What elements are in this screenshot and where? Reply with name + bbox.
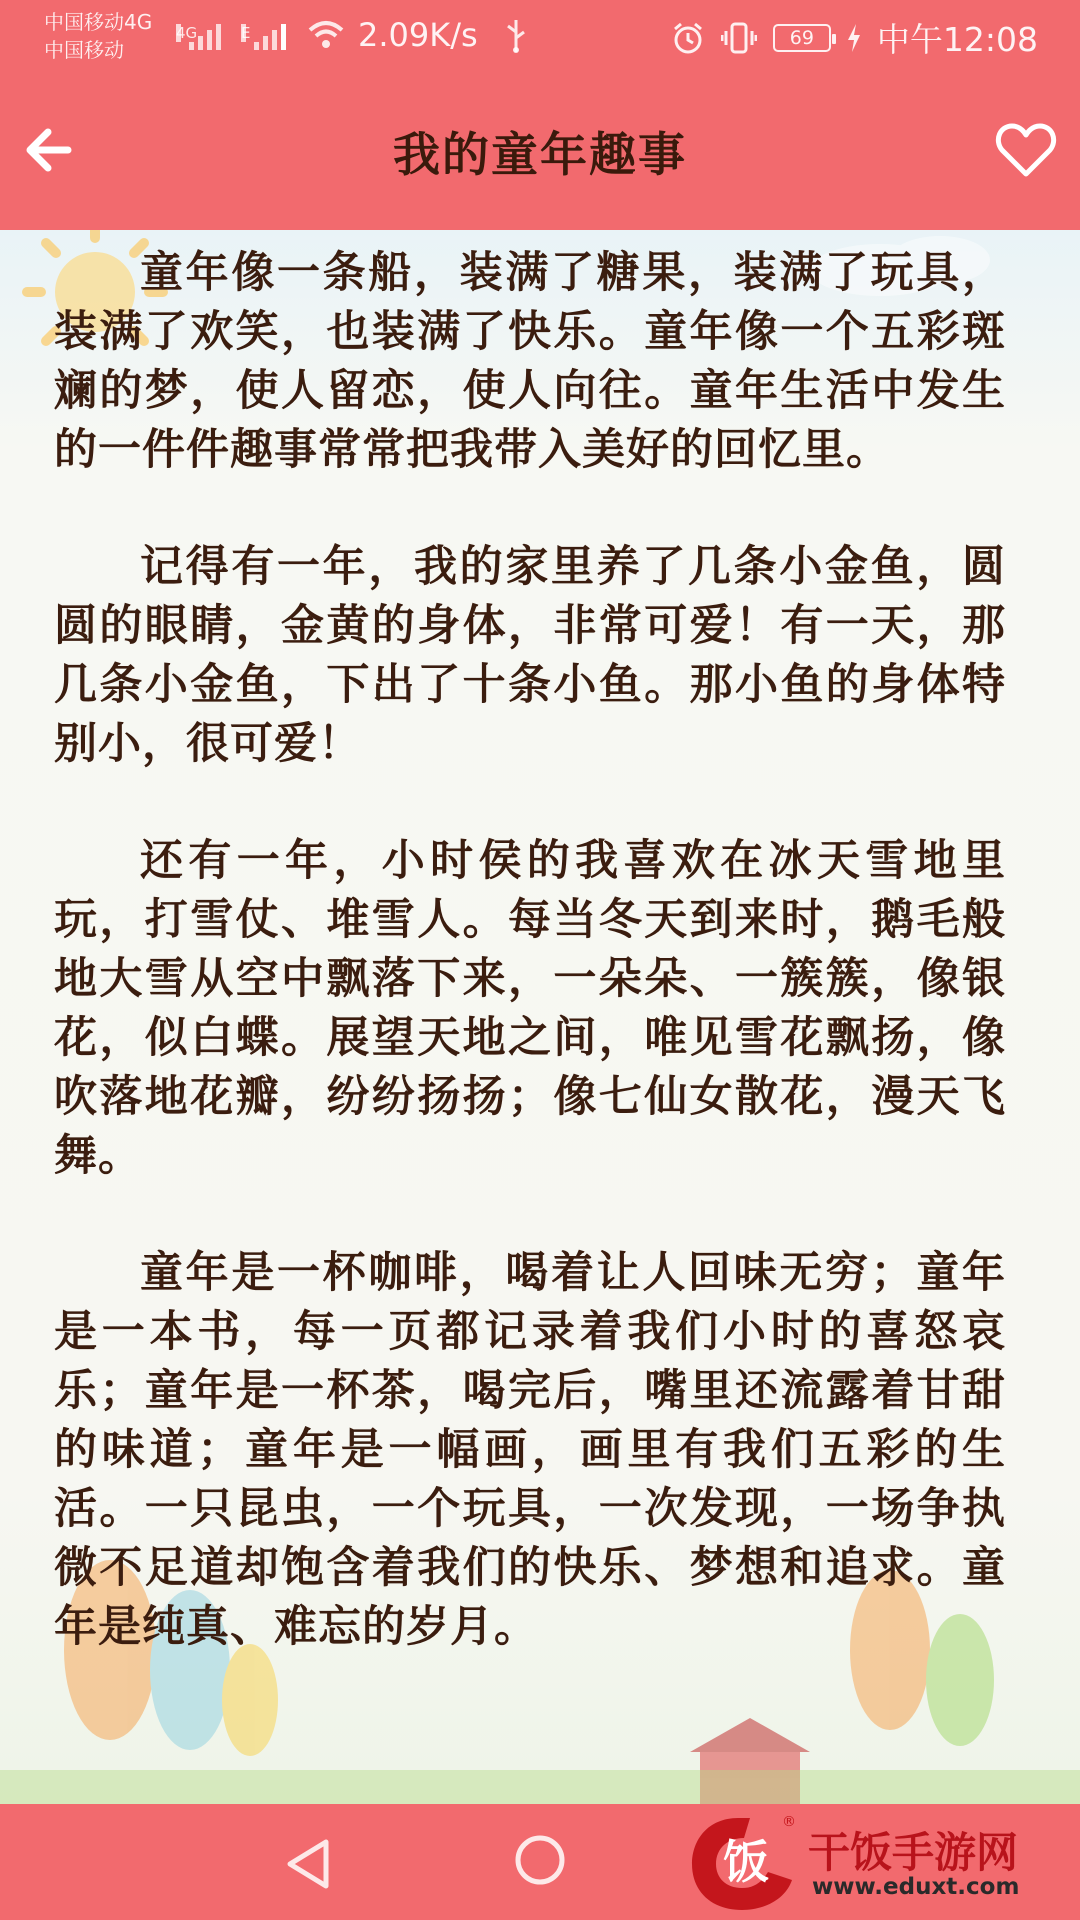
page-title: 我的童年趣事 [393,128,687,183]
system-nav-bar [0,1804,1080,1920]
article-scroll-area[interactable] [0,230,1080,1804]
signal-strength-icon-2 [241,24,286,50]
watermark-url: www.eduxt.com [812,1874,1020,1900]
nav-back-button[interactable] [280,1836,340,1892]
alarm-icon [671,21,705,55]
grass [0,1770,1080,1804]
watermark-name: 干饭手游网 [808,1828,1019,1877]
vibrate-icon [721,21,757,55]
favorite-button[interactable] [994,118,1058,182]
circle-home-icon [518,1838,562,1882]
watermark-registered: ® [782,1814,796,1830]
app-bar [0,76,1080,230]
article-paragraph-2: 记得有一年，我的家里养了几条小金鱼，圆圆的眼睛，金黄的身体，非常可爱！有一天，那几条小金鱼，下出了十条小鱼。那小鱼的身体特别小，很可爱！ [54,542,1006,769]
net-speed: 2.09K/s [358,16,478,54]
watermark-logo [688,1810,1068,1914]
battery-level: 69 [789,26,814,49]
triangle-back-icon [290,1842,326,1886]
watermark-badge-icon [688,1810,798,1914]
carrier-info [44,8,152,64]
carrier-primary: 中国移动4G [44,10,153,34]
status-right-group [671,14,1038,61]
carrier-secondary: 中国移动 [44,38,124,62]
article-body [54,244,1006,1715]
signal-strength-icon [176,24,221,50]
article-paragraph-4: 童年是一杯咖啡，喝着让人回味无穷；童年是一本书，每一页都记录着我们小时的喜怒哀乐；童年是一杯茶，喝完后，嘴里还流露着甘甜的味道；童年是一幅画，画里有我们五彩的生活。一只昆虫，一个玩具，一次发现，一场争执微不足道却饱含着我们的快乐、梦想和追求。童年是纯真、难忘的岁月。 [54,1248,1006,1652]
usb-icon [504,18,528,54]
watermark-logo-char: 饭 [723,1835,769,1889]
nav-home-button[interactable] [512,1832,568,1888]
charging-icon [847,24,861,52]
network-tag-2: E [241,24,251,42]
battery-icon [773,24,831,52]
network-tag-1: 4G [176,24,198,42]
wifi-icon [306,18,346,50]
signal-indicators [176,18,346,50]
clock: 中午12:08 [876,20,1038,59]
article-paragraph-1: 童年像一条船，装满了糖果，装满了玩具，装满了欢笑，也装满了快乐。童年像一个五彩斑斓的梦，使人留恋，使人向往。童年生活中发生的一件件趣事常常把我带入美好的回忆里。 [54,248,1006,475]
heart-outline-icon [998,126,1053,174]
article-paragraph-3: 还有一年，小时侯的我喜欢在冰天雪地里玩，打雪仗、堆雪人。每当冬天到来时，鹅毛般地大雪从空中飘落下来，一朵朵、一簇簇，像银花，似白蝶。展望天地之间，唯见雪花飘扬，像吹落地花瓣，纷纷扬扬；像七仙女散花，漫天飞舞。 [54,836,1006,1181]
status-bar [0,0,1080,76]
